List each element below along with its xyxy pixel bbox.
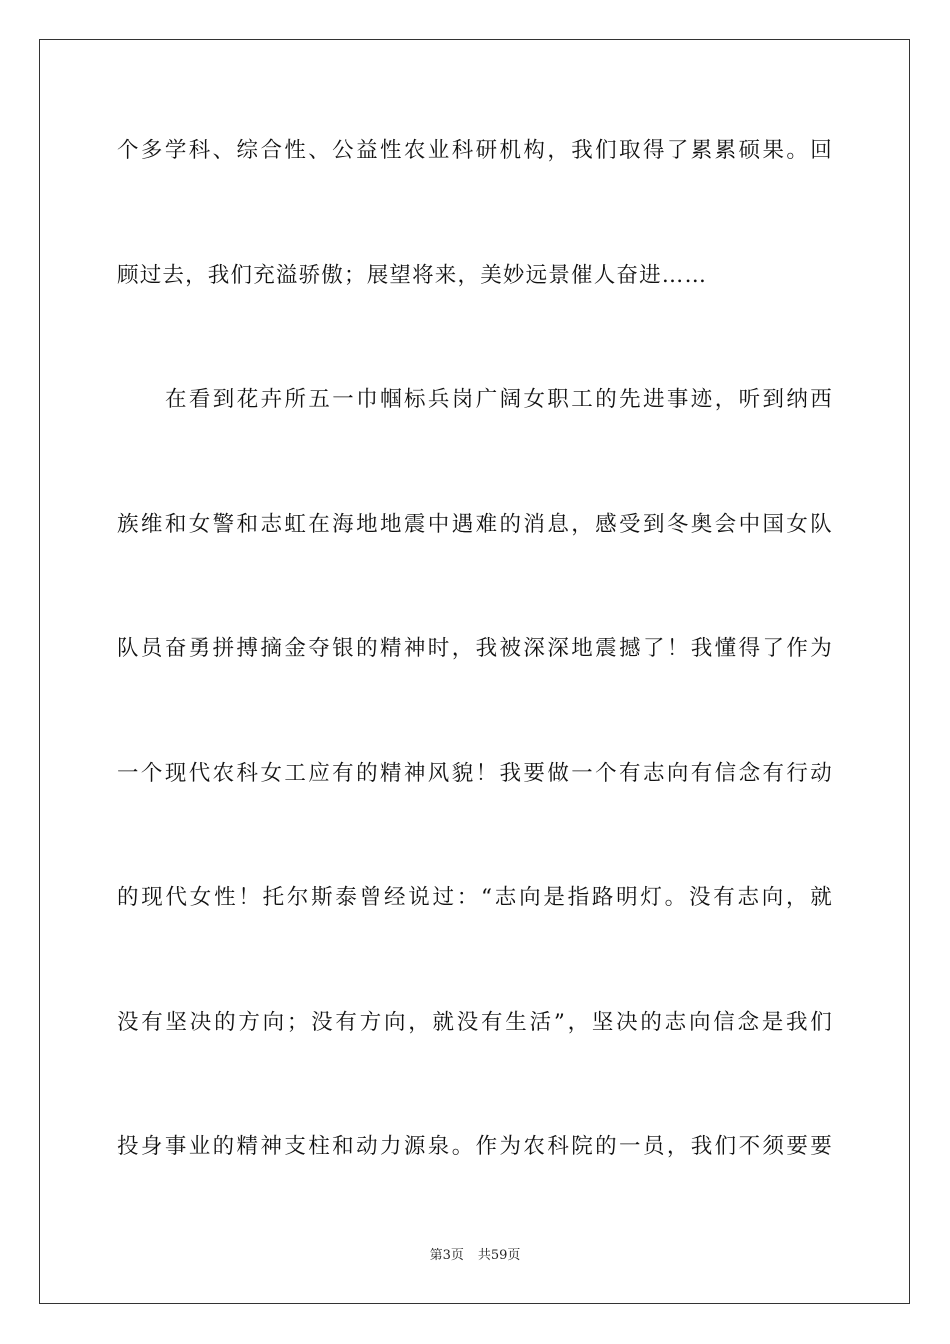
body-text-line: 没有坚决的方向；没有方向，就没有生活”，坚决的志向信念是我们 [117, 1010, 833, 1035]
page-number: 第3页 [429, 1248, 464, 1263]
paragraph-first-line: 在看到花卉所五一巾帼标兵岗广阔女职工的先进事迹，听到纳西 [165, 387, 833, 412]
body-text-line: 投身事业的精神支柱和动力源泉。作为农科院的一员，我们不须要要 [117, 1134, 833, 1159]
body-text-line: 队员奋勇拼搏摘金夺银的精神时，我被深深地震撼了！我懂得了作为 [117, 636, 833, 661]
page-count: 共59页 [477, 1248, 521, 1263]
page-footer [0, 1246, 950, 1266]
page-border [39, 39, 910, 1304]
body-text-line: 族维和女警和志虹在海地地震中遇难的消息，感受到冬奥会中国女队 [117, 512, 833, 537]
body-text-line: 个多学科、综合性、公益性农业科研机构，我们取得了累累硕果。回 [117, 138, 833, 163]
body-text-line: 一个现代农科女工应有的精神风貌！我要做一个有志向有信念有行动 [117, 761, 833, 786]
body-text-line: 的现代女性！托尔斯泰曾经说过：“志向是指路明灯。没有志向，就 [117, 885, 833, 910]
body-text-line: 顾过去，我们充溢骄傲；展望将来，美妙远景催人奋进…… [117, 263, 708, 288]
